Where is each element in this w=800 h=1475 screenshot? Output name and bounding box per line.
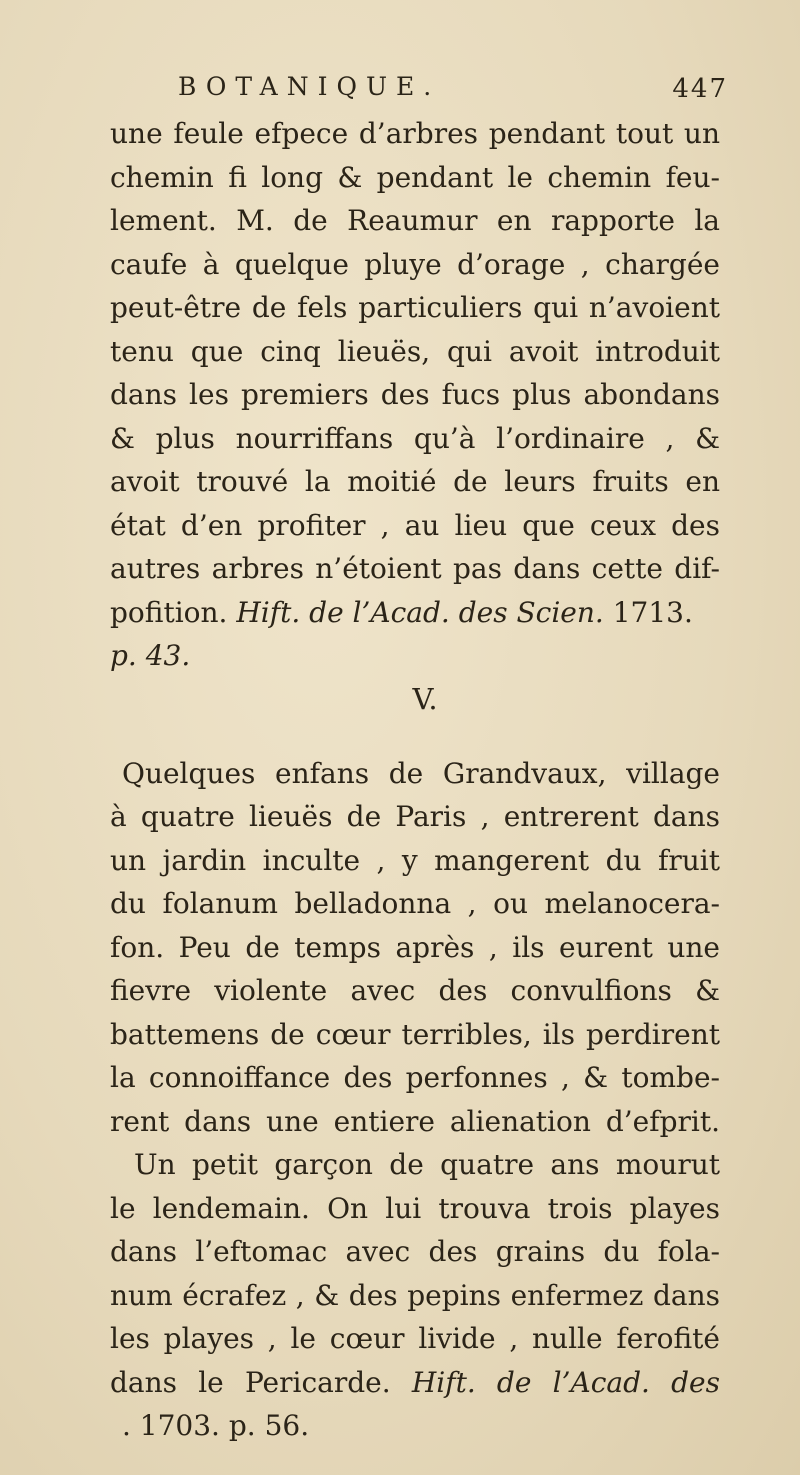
text-line: avoit trouvé la moitié de leurs fruits en [110,465,720,498]
citation-year: 1713. [603,595,693,629]
page-number: 447 [672,74,728,104]
text-line: caufe à quelque pluye d’orage , chargée [110,247,720,281]
citation: Hift. de l’Acad. des Scien. [236,595,604,629]
text-line-with-reference [110,1361,720,1405]
text-line: les playes , le cœur livide , nulle ferofité [110,1322,720,1355]
section-number: V. [412,681,438,716]
text-line: un jardin inculte , y mangerent du fruit [110,843,720,877]
text-line: du folanum belladonna , ou melanocera- [110,887,720,920]
citation-year-page: . 1703. p. 56. [122,1409,310,1442]
page-header [110,72,728,112]
paragraph-3 [110,1143,720,1448]
paragraph-2 [110,752,720,1144]
running-title: BOTANIQUE. [178,72,441,101]
text-line: chemin fi long & pendant le chemin feu- [110,160,720,194]
paragraph-1 [110,112,720,678]
text-fragment: pofition. [110,595,237,629]
text-line: dans les premiers des fucs plus abondans [110,378,720,411]
text-line: & plus nourriffans qu’à l’ordinaire , & [110,421,720,455]
text-fragment: dans le Pericarde. [110,1365,412,1399]
text-line: Un petit garçon de quatre ans mourut [134,1148,720,1181]
text-line: Quelques enfans de Grandvaux, village [122,756,720,790]
text-line: rent dans une entiere alienation d’efprit. [110,1104,720,1138]
citation-page: p. 43. [110,639,191,672]
text-line: dans l’eftomac avec des grains du fola- [110,1235,720,1268]
text-line: à quatre lieuës de Paris , entrerent dans [110,800,720,833]
text-line: peut-être de fels particuliers qui n’avoient [110,291,720,324]
text-line: battemens de cœur terribles, ils perdirent [110,1017,720,1051]
text-line: le lendemain. On lui trouva trois playes [110,1191,720,1225]
text-line: autres arbres n’étoient pas dans cette dif- [110,552,720,585]
text-line: lement. M. de Reaumur en rapporte la [110,204,720,237]
text-line: fievre violente avec des convulfions & [110,974,720,1007]
citation: Hift. de l’Acad. des [411,1365,720,1399]
text-line: fon. Peu de temps après , ils eurent une [110,930,720,964]
text-line: état d’en profiter , au lieu que ceux des [110,508,720,542]
book-page [110,72,728,1448]
text-line: tenu que cinq lieuës, qui avoit introduit [110,334,720,368]
text-line: num écrafez , & des pepins enfermez dans [110,1278,720,1312]
text-line: la connoiffance des perfonnes , & tombe- [110,1061,720,1094]
text-line-with-reference [110,591,720,635]
text-line: une feule efpece d’arbres pendant tout un [110,117,720,150]
